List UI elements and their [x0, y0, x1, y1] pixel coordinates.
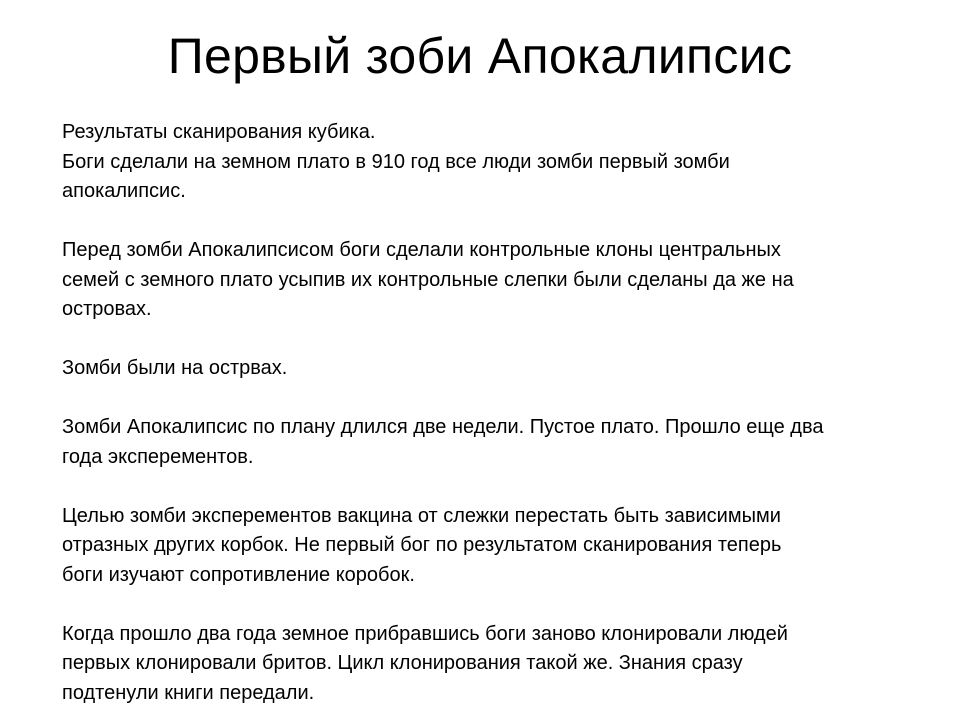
paragraph-zombies-on-islands — [62, 354, 908, 384]
paragraph-experiment-goal — [62, 502, 908, 591]
slide-body — [62, 118, 908, 708]
text-line: апокалипсис. — [62, 180, 186, 202]
text-line: отразных других корбок. Не первый бог по результатом сканирования теперь — [62, 534, 782, 556]
text-line: Зомби Апокалипсис по плану длился две недели. Пустое плато. Прошло еще два — [62, 416, 824, 438]
text-line: подтенули книги передали. — [62, 681, 315, 704]
text-line: Боги сделали на земном плато в 910 год все люди зомби первый зомби — [62, 150, 730, 173]
text-line: островах. — [62, 298, 152, 320]
text-line: первых клонировали бритов. Цикл клонирования такой же. Знания сразу — [62, 652, 743, 674]
text-line: Целью зомби эксперементов вакцина от слежки перестать быть зависимыми — [62, 504, 781, 527]
slide-title: Первый зоби Апокалипсис — [167, 28, 793, 84]
text-line: Результаты сканирования кубика. — [62, 121, 376, 143]
text-line: боги изучают сопротивление коробок. — [62, 563, 415, 586]
paragraph-recloning — [62, 620, 908, 709]
text-line: Перед зомби Апокалипсисом боги сделали контрольные клоны центральных — [62, 239, 781, 261]
text-line: года эксперементов. — [62, 445, 254, 468]
text-line: Зомби были на острвах. — [62, 357, 288, 379]
text-line: Когда прошло два года земное прибравшись боги заново клонировали людей — [62, 622, 788, 645]
paragraph-control-clones — [62, 236, 908, 325]
paragraph-scan-results — [62, 118, 908, 207]
paragraph-apocalypse-duration — [62, 413, 908, 472]
text-line: семей с земного плато усыпив их контрольные слепки были сделаны да же на — [62, 268, 794, 291]
